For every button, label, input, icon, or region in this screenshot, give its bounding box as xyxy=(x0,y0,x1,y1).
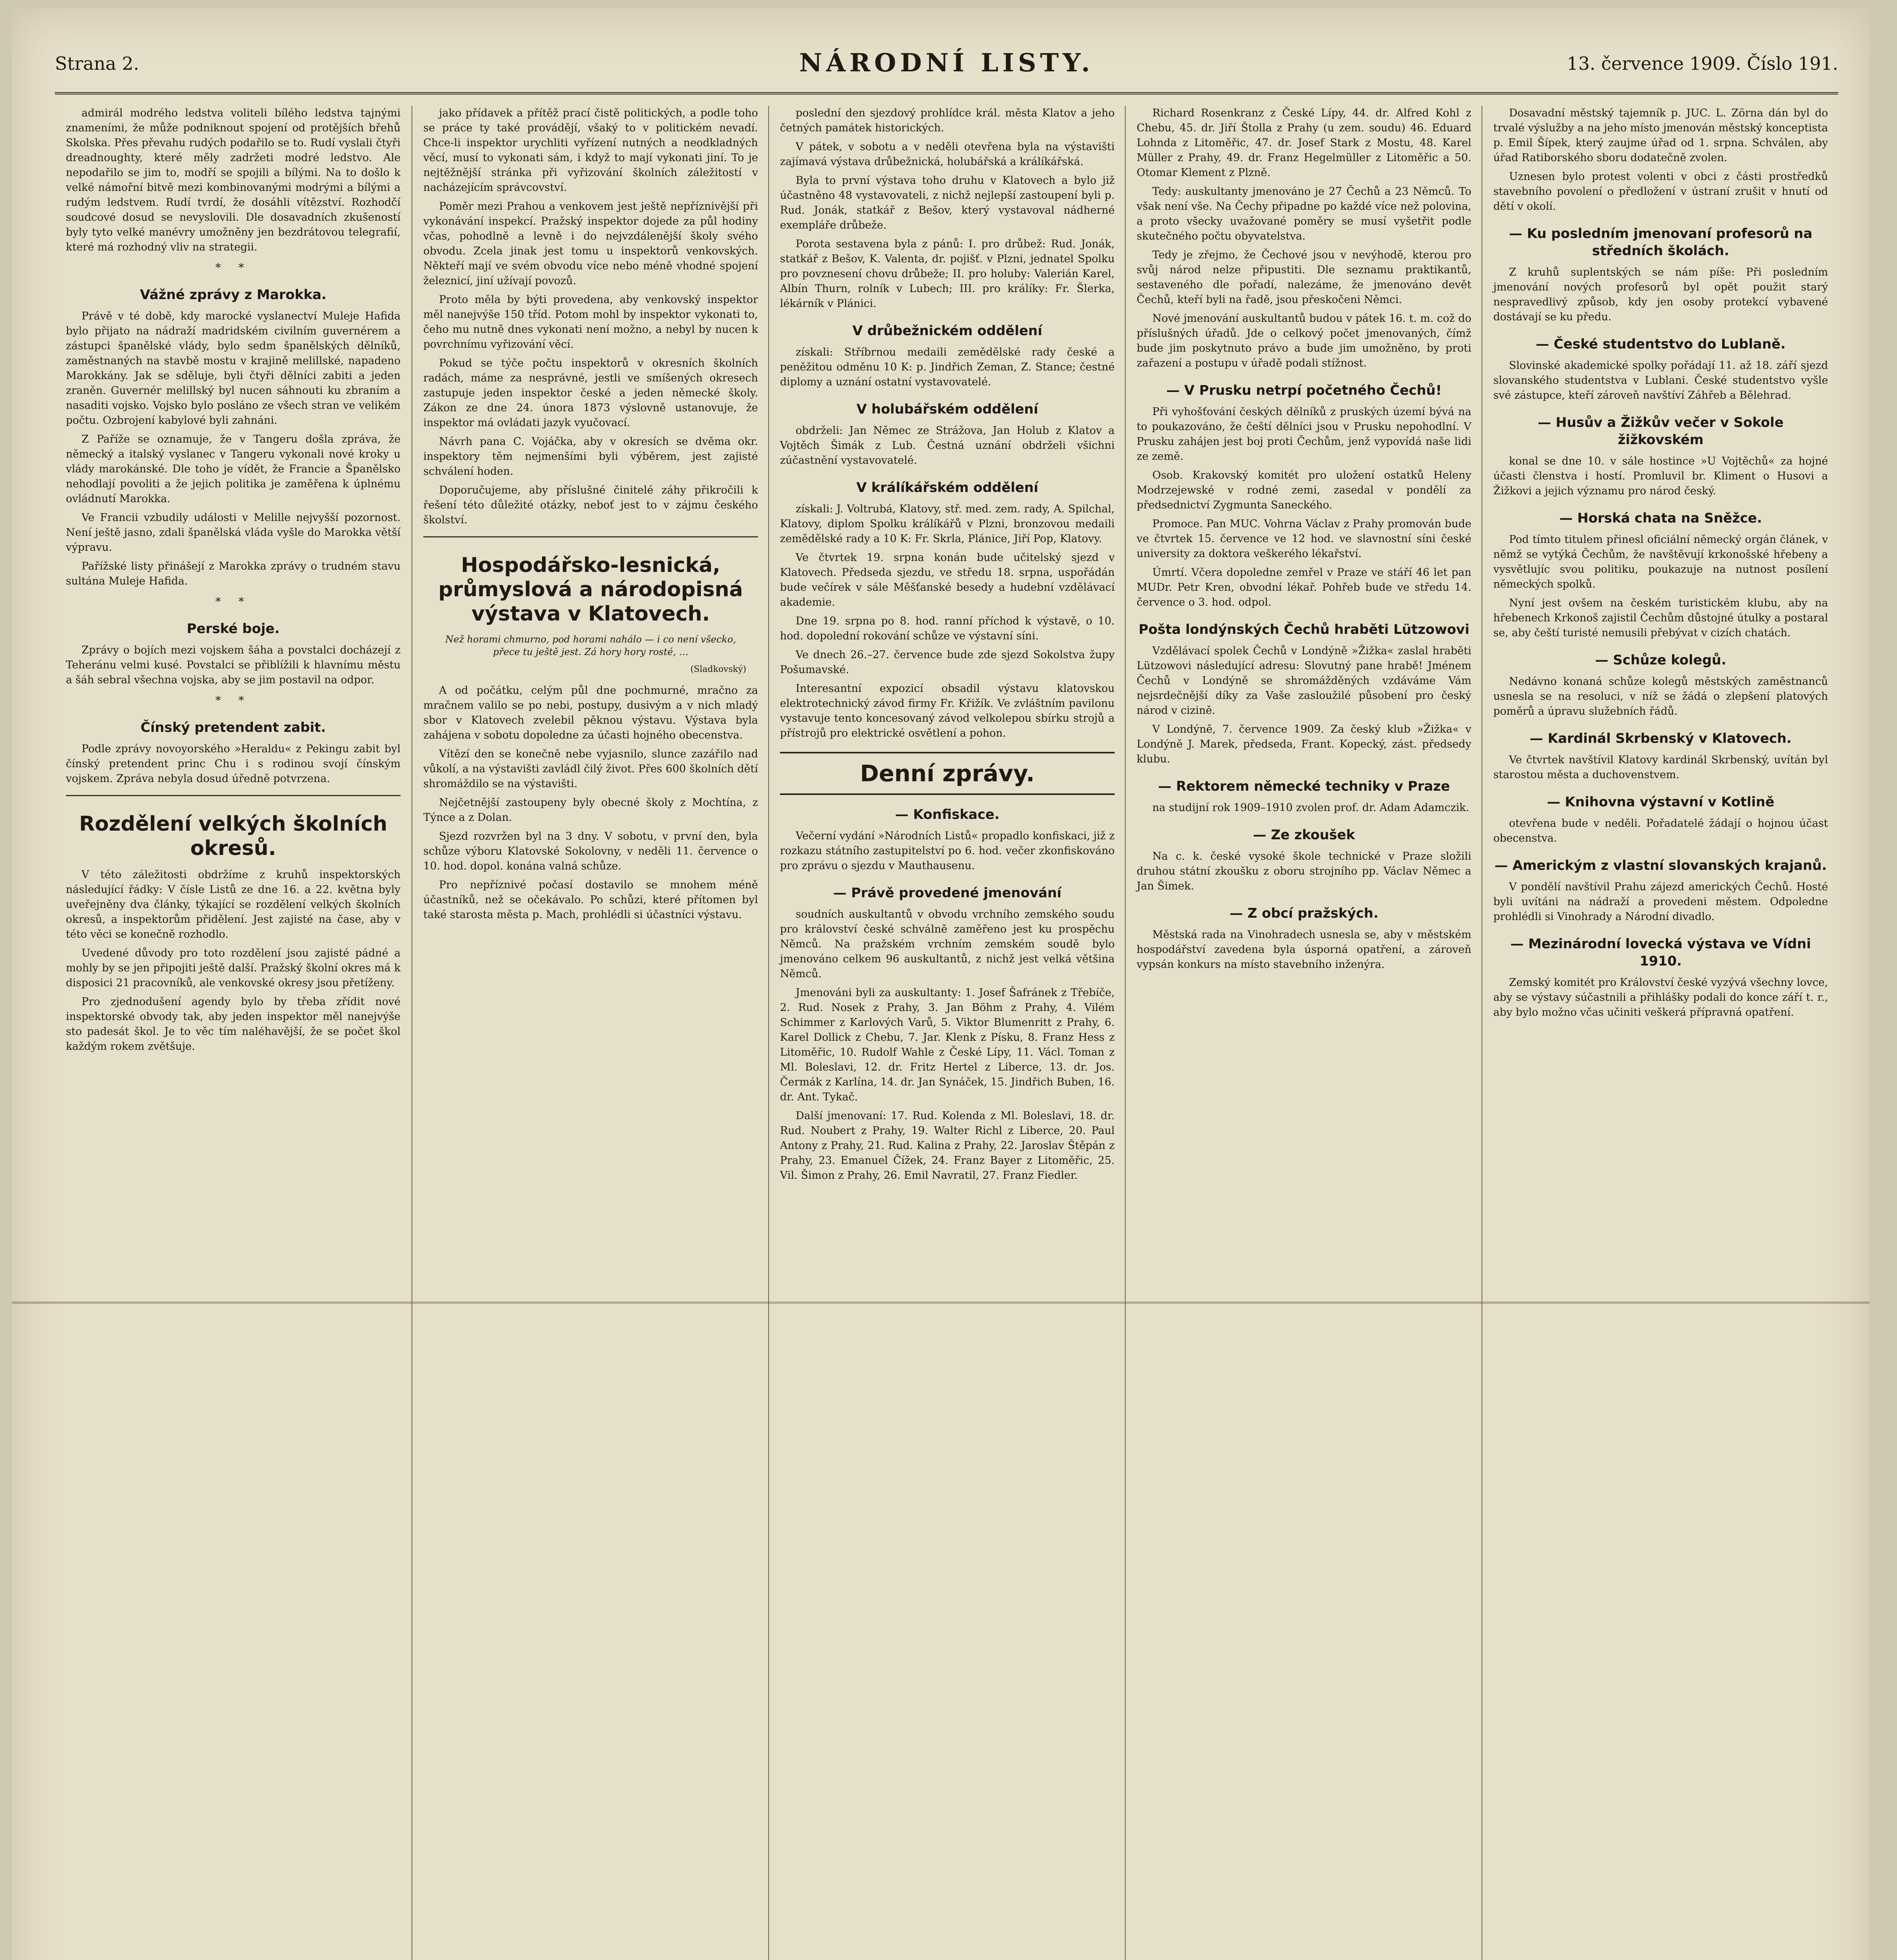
article-paragraph: otevřena bude v neděli. Pořadatelé žádají o hojnou účast obecenstva. xyxy=(1493,817,1828,844)
article-paragraph: Pod tímto titulem přinesl oficiální německý orgán článek, v němž se vytýká Čechům, že navštěvují krkonošské hřebeny a vysvětlujíc svou politiku, poukazuje na nutnost posílení německých spolků. xyxy=(1493,534,1828,590)
article-paragraph: Nedávno konaná schůze kolegů městských zaměstnanců usnesla se na resoluci, v níž se žádá o zlepšení platových poměrů a úpravu služebních řádů. xyxy=(1493,675,1828,717)
article-paragraph: Pokud se týče počtu inspektorů v okresních školních radách, máme za nesprávné, jestli ve smíšených okresech zastupuje jeden inspektor české a jeden německé školy. Zákon ze dne 24. února 1873 výslovně ustanovuje, že inspektor má ovládati jazyk vyučovací. xyxy=(423,357,758,429)
article-paragraph: Z kruhů suplentských se nám píše: Při posledním jmenování nových profesorů byl opět použit starý nespravedlivý způsob, kdy jen osoby protekcí vybavené dostávají se ku předu. xyxy=(1493,266,1828,323)
article-paragraph: Večerní vydání »Národních Listů« propadlo konfiskaci, již z rozkazu státního zastupitelství po 6. hod. večer zkonfiskováno pro zprávu o sjezdu v Mauthausenu. xyxy=(780,830,1115,872)
article-paragraph: Ve dnech 26.–27. července bude zde sjezd Sokolstva župy Pošumavské. xyxy=(780,649,1115,676)
divider xyxy=(423,536,758,537)
motto-source: (Sladkovský) xyxy=(690,664,746,674)
separator: * * xyxy=(215,694,251,707)
article-heading: Rozdělení velkých školních okresů. xyxy=(79,812,388,860)
article-paragraph: Proto měla by býti provedena, aby venkovský inspektor měl nanejvýše 150 tříd. Potom mohl by inspektor vykonati to, čeho mu nutně dnes vykonati není možno, a nebyl by nucen k povrchnímu vyřizování věcí. xyxy=(423,294,758,350)
article-paragraph: Nejčetnější zastoupeny byly obecné školy z Mochtína, z Týnce a z Dolan. xyxy=(423,797,758,824)
article-paragraph: Právě v té době, kdy marocké vyslanectví Muleje Hafida bylo přijato na nádraží madridském civilním guvernérem a zástupci španělské vlády, bylo sedm španělských dělníků, zaměstnaných na stavbě mostu v krajině melillské, napadeno Marokkány. Jak se sděluje, byli čtyři dělníci zabiti a jeden zraněn. Guvernér melillský byl nucen sáhnouti ku zbraním a nasaditi vojsko. Vojsko bylo posláno ze všech stran ve velikém počtu. Ozbrojení kabylové byli zahnáni. xyxy=(66,310,401,426)
article-paragraph: V pondělí navštívil Prahu zájezd amerických Čechů. Hosté byli uvítáni na nádraží a provedeni městem. Odpoledne prohlédli si Vinohrady a Národní divadlo. xyxy=(1493,881,1828,923)
text-columns xyxy=(55,106,1838,1960)
article-paragraph: V pátek, v sobotu a v neděli otevřena byla na výstavišti zajímavá výstava drůbežnická, holubářská a králíkářská. xyxy=(780,141,1115,168)
article-paragraph: A od počátku, celým půl dne pochmurné, mračno za mračnem valilo se po nebi, postupy, dusivým a v nich mladý sbor v Klatovech zvelebil pěknou výstavu. Výstava byla zahájena v sobotu dopoledne za účasti hojného obecenstva. xyxy=(423,684,758,741)
article-paragraph: získali: J. Voltrubá, Klatovy, stř. med. zem. rady, A. Spilchal, Klatovy, diplom Spolku králíkářů v Plzni, bronzovou medaili zemědělské rady a 10 K: Fr. Skrla, Plánice, Jiří Pop, Klatovy. xyxy=(780,503,1115,545)
news-item-heading: — Konfiskace. xyxy=(895,807,1000,822)
article-paragraph: Zemský komitét pro Království české vyzývá všechny lovce, aby se výstavy súčastnili a přihlášky podali do konce září t. r., aby bylo možno včas učiniti veškerá přípravná opatření. xyxy=(1493,976,1828,1018)
article-paragraph: Osob. Krakovský komitét pro uložení ostatků Heleny Modrzejewské v rodné zemi, zasedal v pondělí za předsednictví Zygmunta Saneckého. xyxy=(1137,469,1471,511)
section-subheading: V holubářském oddělení xyxy=(856,401,1038,417)
article-paragraph: Dne 19. srpna po 8. hod. ranní příchod k výstavě, o 10. hod. dopolední rokování schůze ve výstavní síni. xyxy=(780,615,1115,642)
article-paragraph: Interesantní expozicí obsadil výstavu klatovskou elektrotechnický závod firmy Fr. Křižík. Ve zvláštním pavilonu vystavuje tento koncesovaný závod velkolepou sbírku strojů a přístrojů pro elektrické osvětlení a pohon. xyxy=(780,682,1115,739)
divider xyxy=(66,795,401,796)
newspaper-page xyxy=(12,8,1870,1960)
column-2 xyxy=(412,106,769,1960)
article-paragraph: získali: Stříbrnou medaili zemědělské rady české a peněžitou odměnu 10 K: p. Jindřich Zeman, Z. Stance; čestné diplomy a uznání ostatní vystavovatelé. xyxy=(780,346,1115,388)
article-paragraph: obdrželi: Jan Němec ze Strážova, Jan Holub z Klatov a Vojtěch Šimák z Lub. Čestná uznání obdrželi všichni zúčastnění vystavovatelé. xyxy=(780,425,1115,466)
column-1 xyxy=(55,106,412,1960)
news-item-heading: Pošta londýnských Čechů hraběti Lützowovi xyxy=(1138,622,1469,637)
article-paragraph: Ve Francii vzbudily události v Melille nejvyšší pozornost. Není ještě jasno, zdali španělská vláda vyšle do Marokka větší výpravu. xyxy=(66,512,401,554)
article-paragraph: Ve čtvrtek 19. srpna konán bude učitelský sjezd v Klatovech. Předseda sjezdu, ve středu 18. srpna, uspořádán bude večírek v sále Měšťanské besedy a hudební vzdělávací akademie. xyxy=(780,552,1115,608)
article-paragraph: Pařížské listy přinášejí z Marokka zprávy o trudném stavu sultána Muleje Hafida. xyxy=(66,560,401,587)
news-item-heading: — V Prusku netrpí početného Čechů! xyxy=(1166,383,1442,398)
article-paragraph: admirál modrého ledstva voliteli bílého ledstva tajnými znameními, že může podniknout spojení od protějších břehů Skolska. Přes převahu rudých podařilo se to. Rudí vyslali čtyři dreadnoughty, které měly zadržeti modré ledstvo. Ale nepodařilo se jim to, modří se spojili a bílými. Na to došlo k velké námořní bitvě mezi kombinovanými modrými a bílými a rudým ledstvem. Rudí tvrdí, že dosáhli vítězství. Rozhodčí soudcové dosud se nevyslovili. Dle dosavadních zkušeností byly tyto velké manévry umožněny jen bezdrátovou telegrafií, které má rozhodný vliv na strategii. xyxy=(66,107,401,253)
separator: * * xyxy=(215,595,251,608)
news-item-heading: — Rektorem německé techniky v Praze xyxy=(1158,779,1450,794)
news-item-heading: — Kardinál Skrbenský v Klatovech. xyxy=(1530,731,1792,746)
article-paragraph: Poměr mezi Prahou a venkovem jest ještě nepříznivější při vykonávání inspekcí. Pražský inspektor dojede za půl hodiny včas, pohodlně a levně i do nejvzdálenější školy svého obvodu. Zcela jinak jest tomu u inspektorů venkovských. Někteří mají ve svém obvodu více nebo méně vhodné spojení železnicí, jiní užívají povozů. xyxy=(423,200,758,287)
article-paragraph: Zprávy o bojích mezi vojskem šáha a povstalci docházejí z Teheránu velmi kusé. Povstalci se přiblížili k hlavnímu městu a šáh sebral všechna vojska, aby se jim postavil na odpor. xyxy=(66,644,401,686)
article-heading: Perské boje. xyxy=(187,621,280,637)
article-paragraph: Jmenováni byli za auskultanty: 1. Josef Šafránek z Třebíče, 2. Rud. Nosek z Prahy, 3. Jan Böhm z Prahy, 4. Vilém Schimmer z Karlových Varů, 5. Viktor Blumenritt z Prahy, 6. Karel Dollick z Chebu, 7. Jar. Klenk z Písku, 8. Franz Hess z Litoměřic, 10. Rudolf Wahle z České Lípy, 11. Václ. Toman z Ml. Boleslavi, 12. dr. Fritz Hertel z Liberce, 13. dr. Jos. Čermák z Karlína, 14. dr. Jan Synáček, 15. Jindřich Buben, 16. dr. Ant. Tykač. xyxy=(780,987,1115,1103)
column-5 xyxy=(1482,106,1839,1960)
article-paragraph: Doporučujeme, aby příslušné činitelé záhy přikročili k řešení této důležité otázky, neboť jest to v zájmu českého školství. xyxy=(423,484,758,526)
article-paragraph: Vítězí den se konečně nebe vyjasnilo, slunce zazářilo nad vůkolí, a na výstavišti zavládl čilý život. Přes 600 školních dětí shromáždilo se na výstavišti. xyxy=(423,748,758,790)
article-paragraph: V této záležitosti obdržíme z kruhů inspektorských následující řádky: V čísle Listů ze dne 16. a 22. května byly uveřejněny dva články, týkající se rozdělení velkých školních okresů, a inspektorům přidělení. Jest zajisté na čase, aby v této věci se konečně rozhodlo. xyxy=(66,869,401,940)
article-paragraph: Úmrtí. Včera dopoledne zemřel v Praze ve stáří 46 let pan MUDr. Petr Kren, obvodní lékař. Pohřeb bude ve středu 14. července o 3. hod. odpol. xyxy=(1137,566,1471,608)
issue-date: 13. července 1909. Číslo 191. xyxy=(1567,53,1838,74)
article-paragraph: Podle zprávy novoyorského »Heraldu« z Pekingu zabit byl čínský pretendent princ Chu i s rodinou svojí čínským vojskem. Zpráva nebyla dosud úředně potvrzena. xyxy=(66,743,401,785)
article-paragraph: Při vyhošťování českých dělníků z pruských území bývá na to poukazováno, že čeští dělníci jsou v Prusku nepohodlní. V Prusku zahájen jest boj proti Čechům, jenž vypovídá naše lidi ze země. xyxy=(1137,406,1471,463)
column-4 xyxy=(1125,106,1482,1960)
news-item-heading: — Ku posledním jmenovaní profesorů na středních školách. xyxy=(1509,226,1813,259)
article-paragraph: Nové jmenování auskultantů budou v pátek 16. t. m. což do příslušných úřadů. Jde o celkový počet jmenovaných, čímž bude jim poskytnuto právo a bude jim umožněno, by proti zařazení a postupu v úřadě podali stížnost. xyxy=(1137,312,1471,369)
paper-fold-line xyxy=(12,1301,1870,1304)
motto: Než horami chmurno, pod horami nahálo — i co není všecko, přece tu ještě jest. Zá hory hory rosté, … xyxy=(445,634,736,657)
article-paragraph: Uznesen bylo protest volenti v obci z části prostředků stavebního povolení o předložení v ústraní zrušit v hnutí od dětí v okolí. xyxy=(1493,171,1828,212)
article-paragraph: Uvedené důvody pro toto rozdělení jsou zajisté pádné a mohly by se jen připojiti ještě další. Pražský školní okres má k disposici 21 pracovníků, ale venkovské okresy jsou přetíženy. xyxy=(66,947,401,989)
article-paragraph: Byla to první výstava toho druhu v Klatovech a bylo již účastněno 48 vystavovateli, z nichž nejlepší zastoupení byli p. Rud. Jonák, statkář z Bešov, který vystavoval nádherné exempláře drůbeže. xyxy=(780,174,1115,231)
article-paragraph: na studijní rok 1909–1910 zvolen prof. dr. Adam Adamczik. xyxy=(1152,802,1469,814)
article-paragraph: Z Paříže se oznamuje, že v Tangeru došla zpráva, že německý a italský vyslanec v Tangeru vykonali nové kroky u vlády marokánské. Dle toho je vídět, že Francie a Španělsko nehodlají povoliti a že jejich politika je zaměřena k úplnému ovládnutí Marokka. xyxy=(66,433,401,505)
news-item-heading: — Horská chata na Sněžce. xyxy=(1559,510,1762,526)
news-item-heading: — Mezinárodní lovecká výstava ve Vídni 1910. xyxy=(1510,936,1811,969)
column-3 xyxy=(768,106,1126,1960)
article-paragraph: Na c. k. české vysoké škole technické v Praze složili druhou státní zkoušku z oboru strojního pp. Václav Němec a Jan Šimek. xyxy=(1137,850,1471,892)
article-paragraph: Pro nepříznivé počasí dostavilo se mnohem méně účastníků, než se očekávalo. Po schůzi, které přítomen byl také starosta města p. Mach, prohlédli si účastníci výstavu. xyxy=(423,879,758,921)
article-paragraph: Návrh pana C. Vojáčka, aby v okresích se dvěma okr. inspektory těm nejmenšími byli výběrem, jest zajisté schválení hoden. xyxy=(423,436,758,477)
page-number: Strana 2. xyxy=(55,53,139,74)
article-paragraph: V Londýně, 7. července 1909. Za český klub »Žižka« v Londýně J. Marek, předseda, Frant. Kopecký, zást. předsedy klubu. xyxy=(1137,723,1471,765)
article-paragraph: Promoce. Pan MUC. Vohrna Václav z Prahy promován bude ve čtvrtek 15. července ve 12 hod. ve slavnostní síni české university za doktora veškerého lékařství. xyxy=(1137,518,1471,560)
article-paragraph: Porota sestavena byla z pánů: I. pro drůbež: Rud. Jonák, statkář z Bešov, K. Valenta, dr. pojišť. v Plzni, jednatel Spolku pro povznesení chovu drůbeže; II. pro holuby: Valerián Karel, Albín Thurn, rolník v Lubech; III. pro králíky: Fr. Šlerka, lékárník v Plánici. xyxy=(780,238,1115,310)
news-item-heading: — České studentstvo do Lublaně. xyxy=(1536,336,1786,352)
section-subheading: V drůbežnickém oddělení xyxy=(852,323,1043,339)
article-paragraph: Richard Rosenkranz z České Lípy, 44. dr. Alfred Kohl z Chebu, 45. dr. Jiří Štolla z Prahy (u zem. soudu) 46. Eduard Lohnda z Litoměřic, 47. dr. Josef Stark z Mostu, 48. Karel Müller z Prahy, 49. dr. Franz Hegelmüller z Litoměřic a 50. Otomar Klement z Plzně. xyxy=(1137,107,1471,179)
article-paragraph: jako přídavek a přítěž prací čistě politických, a podle toho se práce ty také provádějí, všaký to v politickém nevadí. Chce-li inspektor urychliti vyřízení nutných a neodkladných věcí, musí to vykonati sám, i když to mají vykonati jiní. To je nejtěžnější stránka při vyřizování školních záležitostí v nacházejícím správcovství. xyxy=(423,107,758,194)
news-item-heading: — Schůze kolegů. xyxy=(1595,652,1727,668)
article-paragraph: soudních auskultantů v obvodu vrchního zemského soudu pro království české schválně zaměřeno jest ku prospěchu Němců. Na pražském vrchním zemském soudě bylo jmenováno celkem 96 auskultantů, z nichž jest velká většina Němců. xyxy=(780,908,1115,980)
news-item-heading: — Právě provedené jmenování xyxy=(833,885,1062,901)
newspaper-title: NÁRODNÍ LISTY. xyxy=(799,48,1094,78)
news-item-heading: — Americkým z vlastní slovanských krajanů. xyxy=(1494,858,1827,873)
article-heading: Vážné zprávy z Marokka. xyxy=(140,287,326,303)
news-item-heading: — Z obcí pražských. xyxy=(1230,906,1378,921)
article-paragraph: Dosavadní městský tajemník p. JUC. L. Zörna dán byl do trvalé výslužby a na jeho místo jmenován městský konceptista p. Emil Šípek, který zaujme úřad od 1. srpna. Schválen, aby úřad Ratiborského sboru dodatečně zvolen. xyxy=(1493,107,1828,164)
article-paragraph: Vzdělávací spolek Čechů v Londýně »Žižka« zaslal hraběti Lützowovi následující adresu: Slovutný pane hrabě! Jménem Čechů v Londýně se shromážděných vzdáváme Vám nejsrdečnější díky za Vaše zasloužilé působení pro český národ v cizině. xyxy=(1137,645,1471,717)
article-paragraph: Pro zjednodušení agendy bylo by třeba zřídit nové inspektorské obvody tak, aby jeden inspektor měl nanejvýše sto padesát škol. Je to věc tím naléhavější, že se počet škol každým rokem zvětšuje. xyxy=(66,996,401,1053)
section-subheading: V králíkářském oddělení xyxy=(856,480,1039,495)
article-paragraph: Tedy je zřejmo, že Čechové jsou v nevýhodě, kterou pro svůj národ nelze připustiti. Dle seznamu praktikantů, sestaveného dle pořadí, nalezáme, že jmenováno devět Čechů, kteří byli na řadě, jsou přeskočeni Němci. xyxy=(1137,249,1471,306)
article-heading: Čínský pretendent zabit. xyxy=(140,720,326,735)
article-paragraph: Městská rada na Vinohradech usnesla se, aby v městském hospodářství zavedena byla úsporná opatření, a zároveň vypsán konkurs na místo stavebního inženýra. xyxy=(1137,929,1471,971)
article-paragraph: Nyní jest ovšem na českém turistickém klubu, aby na hřebenech Krkonoš zajistil Čechům důstojné útulky a postaral se, aby čeští turisté nemusili přebývat v cizích chatách. xyxy=(1493,597,1828,639)
news-item-heading: — Ze zkoušek xyxy=(1253,827,1355,843)
article-paragraph: Další jmenovaní: 17. Rud. Kolenda z Ml. Boleslavi, 18. dr. Rud. Noubert z Prahy, 19. Walter Richl z Liberce, 20. Paul Antony z Prahy, 21. Rud. Kalina z Prahy, 22. Jaroslav Štěpán z Prahy, 23. Emanuel Čížek, 24. Franz Bayer z Litoměřic, 25. Vil. Šimon z Prahy, 26. Emil Navratil, 27. Franz Fiedler. xyxy=(780,1110,1115,1181)
article-paragraph: Ve čtvrtek navštívil Klatovy kardinál Skrbenský, uvítán byl starostou města a duchovenstvem. xyxy=(1493,754,1828,781)
separator: * * xyxy=(215,261,251,274)
news-item-heading: — Knihovna výstavní v Kotlině xyxy=(1547,794,1775,810)
article-heading: Hospodářsko-lesnická, průmyslová a národopisná výstava v Klatovech. xyxy=(438,554,743,626)
masthead xyxy=(55,45,1838,94)
article-paragraph: konal se dne 10. v sále hostince »U Vojtěchů« za hojné účasti členstva i hostí. Promluvil br. Kliment o Husovi a Žižkovi a jejich významu pro národ český. xyxy=(1493,455,1828,497)
article-paragraph: Tedy: auskultanty jmenováno je 27 Čechů a 23 Němců. To však není vše. Na Čechy připadne po každé více než polovina, a proto všecky uvažované poměry se musí vyšetřit podle skutečného počtu obyvatelstva. xyxy=(1137,185,1471,242)
article-paragraph: Sjezd rozvržen byl na 3 dny. V sobotu, v první den, byla schůze výboru Klatovské Sokolovny, v neděli 11. července o 10. hod. dopol. konána valná schůze. xyxy=(423,830,758,872)
article-paragraph: poslední den sjezdový prohlídce král. města Klatov a jeho četných památek historických. xyxy=(780,107,1115,134)
article-paragraph: Slovinské akademické spolky pořádají 11. až 18. září sjezd slovanského studentstva v Lublani. České studentstvo vyšle své zástupce, kteří zároveň navštíví Záhřeb a Bělehrad. xyxy=(1493,359,1828,401)
news-item-heading: — Husův a Žižkův večer v Sokole žižkovském xyxy=(1538,415,1784,448)
section-banner: Denní zprávy. xyxy=(780,752,1115,795)
